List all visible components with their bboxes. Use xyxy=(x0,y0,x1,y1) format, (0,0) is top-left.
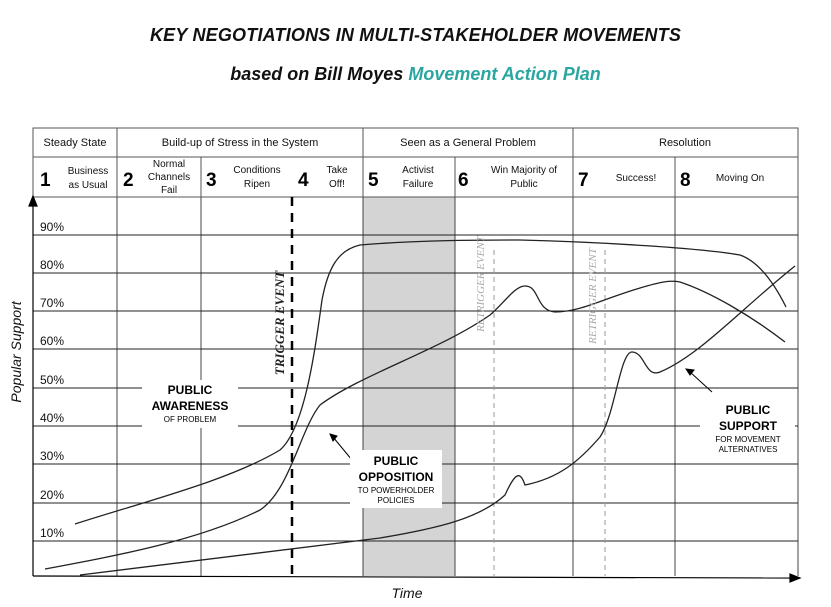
subtitle-prefix: based on Bill Moyes xyxy=(230,64,404,84)
diagram-title: KEY NEGOTIATIONS IN MULTI-STAKEHOLDER MOVEMENTS xyxy=(149,25,682,45)
stage-name: Conditions xyxy=(233,165,281,176)
stage-number: 5 xyxy=(368,170,379,191)
phase-label: Build-up of Stress in the System xyxy=(161,137,319,149)
y-tick-label: 80% xyxy=(40,258,65,272)
x-axis-label: Time xyxy=(391,585,423,601)
stage-name: Business xyxy=(67,166,109,177)
stage-names xyxy=(68,159,764,196)
stage-name: Ripen xyxy=(243,179,271,190)
callout-heading: AWARENESS xyxy=(151,399,229,413)
stage-number: 6 xyxy=(458,170,469,191)
stage-name: Win Majority of xyxy=(490,165,558,176)
callout-subtext: POLICIES xyxy=(377,496,415,505)
trigger-event-label: TRIGGER EVENT xyxy=(272,270,287,376)
stage-name: Success! xyxy=(615,173,657,184)
stage-number: 2 xyxy=(123,170,134,191)
stage-name: Public xyxy=(510,179,538,190)
y-tick-label: 90% xyxy=(40,220,65,234)
y-tick-label: 70% xyxy=(40,296,65,310)
phase-label: Steady State xyxy=(43,137,107,149)
y-axis-label: Popular Support xyxy=(8,301,24,403)
callout-subtext: OF PROBLEM xyxy=(163,415,217,424)
y-tick-label: 20% xyxy=(40,488,65,502)
stage-name: Take xyxy=(326,165,348,176)
callout-heading: OPPOSITION xyxy=(358,470,434,484)
y-tick-labels xyxy=(40,220,64,540)
y-tick-label: 40% xyxy=(40,411,65,425)
stage-number: 8 xyxy=(680,170,691,191)
callout-heading: PUBLIC xyxy=(373,454,419,468)
stage-name: Channels xyxy=(147,172,191,183)
phase-labels xyxy=(44,137,711,149)
retrigger-event-label-2: RETRIGGER EVENT xyxy=(587,248,599,344)
callout-subtext: FOR MOVEMENT xyxy=(715,435,781,444)
stage-number: 3 xyxy=(206,170,217,191)
callout-heading: PUBLIC xyxy=(725,403,771,417)
y-tick-label: 60% xyxy=(40,334,65,348)
stage-name: Normal xyxy=(152,159,186,170)
phase-label: Resolution xyxy=(659,137,711,149)
stage-name: Moving On xyxy=(715,173,765,184)
y-tick-label: 50% xyxy=(40,373,65,387)
callout-heading: PUBLIC xyxy=(167,383,213,397)
callout-subtext: TO POWERHOLDER xyxy=(357,486,435,495)
y-tick-label: 30% xyxy=(40,449,65,463)
stage-number: 7 xyxy=(578,170,589,191)
stage-name: as Usual xyxy=(68,180,108,191)
stage-name: Off! xyxy=(329,179,345,190)
subtitle-accent: Movement Action Plan xyxy=(408,64,601,84)
stage-name: Activist xyxy=(402,165,434,176)
stage-number: 4 xyxy=(298,170,309,191)
stage-numbers xyxy=(40,170,691,191)
y-tick-label: 10% xyxy=(40,526,65,540)
activist-failure-shading xyxy=(363,197,455,576)
stage-number: 1 xyxy=(40,170,51,191)
stage-name: Fail xyxy=(160,185,178,196)
callout-subtext: ALTERNATIVES xyxy=(718,445,778,454)
phase-label: Seen as a General Problem xyxy=(400,137,536,149)
callout-heading: SUPPORT xyxy=(718,419,778,433)
retrigger-event-label-1: RETRIGGER EVENT xyxy=(475,236,487,332)
stage-name: Failure xyxy=(402,179,434,190)
